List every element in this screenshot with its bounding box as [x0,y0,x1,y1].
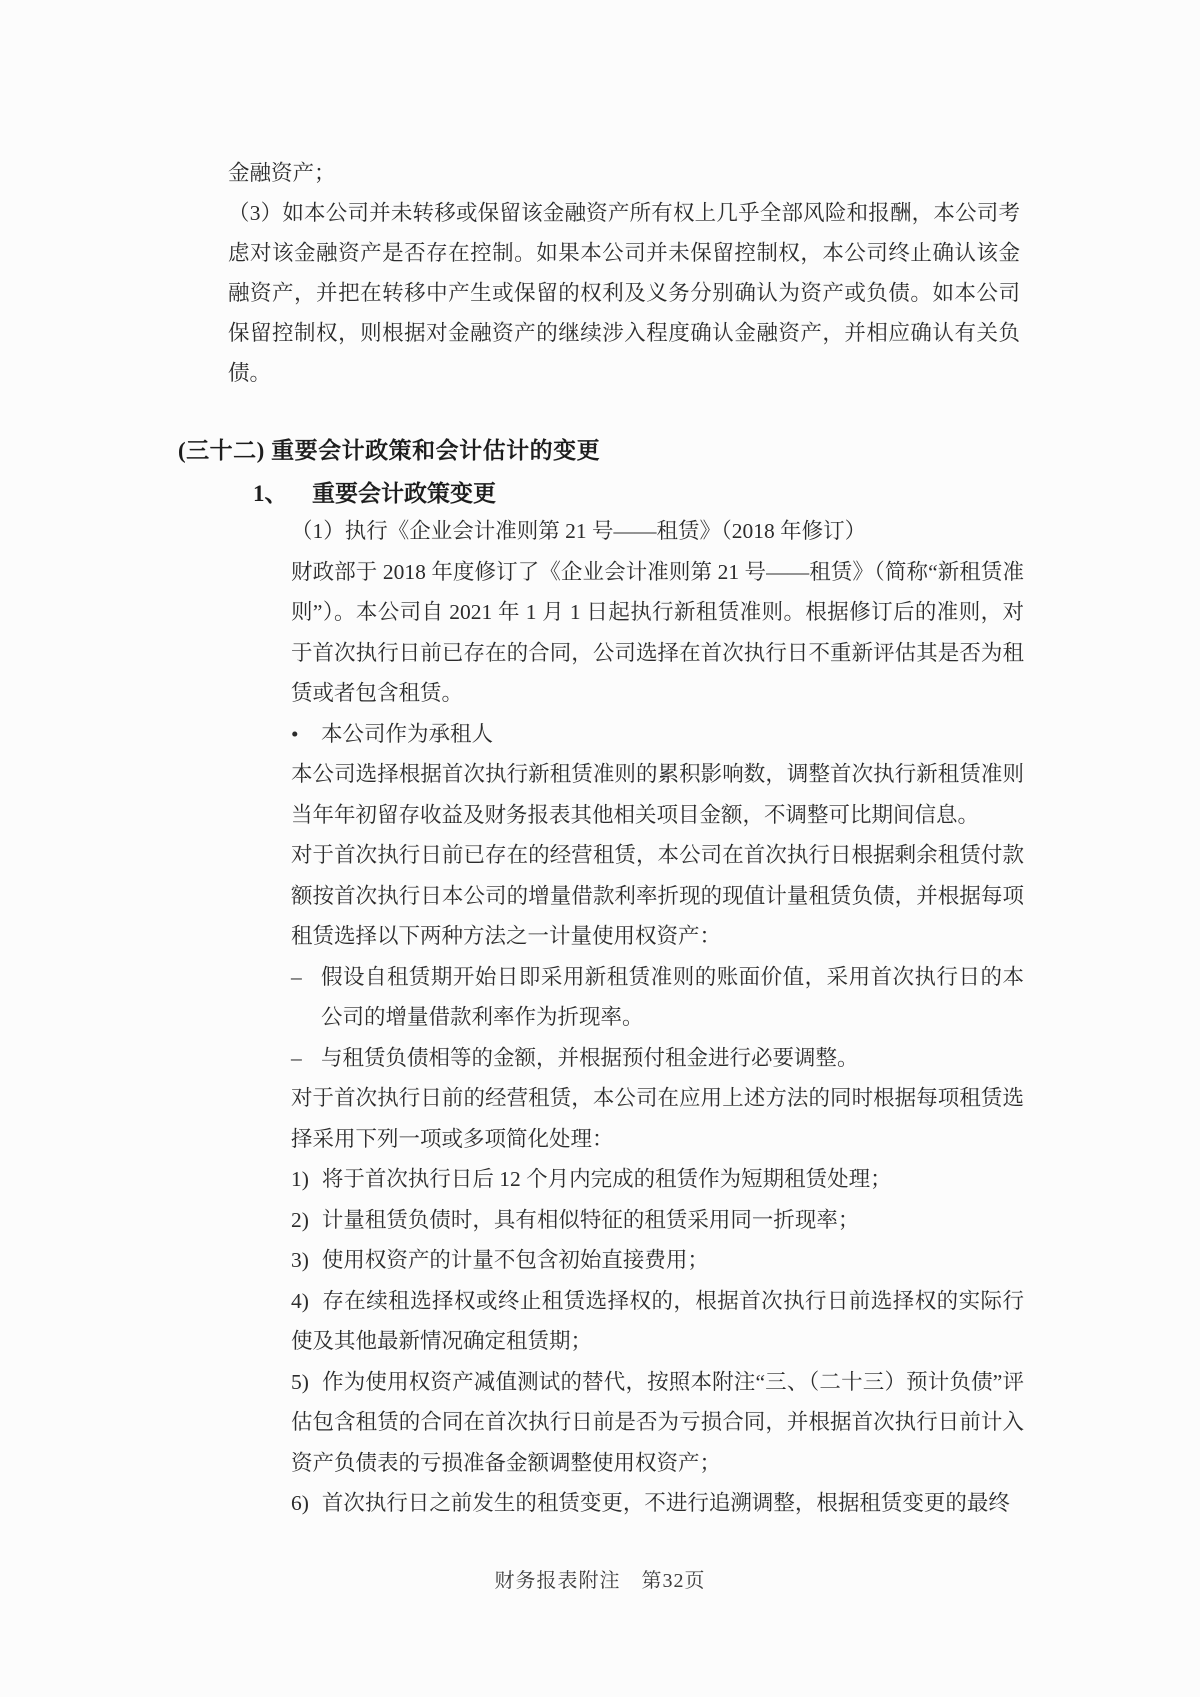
item-number: 3) [291,1248,309,1272]
item-number: 2) [291,1207,309,1232]
section-heading: (三十二) 重要会计政策和会计估计的变更 [178,438,601,463]
continued-paragraphs [228,153,1020,393]
numbered-item-2 [291,1200,1024,1241]
item-1-title: （1）执行《企业会计准则第 21 号——租赁》（2018 年修订） [291,519,867,543]
bullet-text: 本公司作为承租人 [321,721,494,746]
subsection-content [291,511,1024,1524]
paragraph-derecognition: （3）如本公司并未转移或保留该金融资产所有权上几乎全部风险和报酬，本公司考虑对该金融资产是否存在控制。如果本公司并未保留控制权，本公司终止确认该金融资产，并把在转移中产生或保留的权利及义务分别确认为资产或负债。如本公司保留控制权，则根据对金融资产的继续涉入程度确认金融资产，并相应确认有关负债。 [228,201,1020,385]
item-number: 6) [291,1491,309,1515]
paragraph-financial-assets: 金融资产； [228,161,336,185]
paragraph-lessee-2: 对于首次执行日前已存在的经营租赁，本公司在首次执行日根据剩余租赁付款额按首次执行日本公司的增量借款利率折现的现值计量租赁负债，并根据每项租赁选择以下两种方法之一计量使用权资产： [291,843,1024,948]
numbered-item-text: 将于首次执行日后 12 个月内完成的租赁作为短期租赁处理； [321,1167,892,1191]
bullet-item-lessee [291,714,1024,755]
numbered-item-text: 使用权资产的计量不包含初始直接费用； [321,1248,709,1272]
dash-item-1 [291,957,1024,1038]
numbered-item-3 [291,1240,1024,1281]
dash-icon: – [291,964,302,989]
numbered-item-6 [291,1483,1024,1524]
numbered-item-4 [291,1281,1024,1362]
paragraph-standard-intro: 财政部于 2018 年度修订了《企业会计准则第 21 号——租赁》（简称“新租赁准则”）。本公司自 2021 年 1 月 1 日起执行新租赁准则。根据修订后的准则，对于首次执行日前已存在的合同，公司选择在首次执行日不重新评估其是否为租赁或者包含租赁。 [291,559,1024,705]
dash-item-text: 假设自租赁期开始日即采用新租赁准则的账面价值，采用首次执行日的本公司的增量借款利率作为折现率。 [321,964,1024,1029]
item-number: 1) [291,1167,309,1191]
numbered-item-text: 首次执行日之前发生的租赁变更，不进行追溯调整，根据租赁变更的最终 [321,1491,1010,1515]
bullet-icon: • [291,721,299,746]
dash-icon: – [291,1045,302,1070]
numbered-item-text: 存在续租选择权或终止租赁选择权的，根据首次执行日前选择权的实际行使及其他最新情况确定租赁期； [291,1288,1024,1353]
subsection-title: 重要会计政策变更 [312,481,496,506]
dash-item-2 [291,1038,1024,1079]
page-footer: 财务报表附注 第32页 [494,1570,706,1592]
subsection-number: 1、 [253,481,288,506]
subsection-heading [253,479,496,509]
dash-item-text: 与租赁负债相等的金额，并根据预付租金进行必要调整。 [321,1045,859,1070]
item-number: 5) [291,1369,309,1394]
paragraph-simplifications: 对于首次执行日前的经营租赁，本公司在应用上述方法的同时根据每项租赁选择采用下列一项或多项简化处理： [291,1086,1024,1151]
item-number: 4) [291,1288,309,1313]
numbered-item-1 [291,1159,1024,1200]
numbered-item-text: 作为使用权资产减值测试的替代，按照本附注“三、（二十三）预计负债”评估包含租赁的合同在首次执行日前是否为亏损合同，并根据首次执行日前计入资产负债表的亏损准备金额调整使用权资产； [291,1369,1024,1475]
paragraph-lessee-1: 本公司选择根据首次执行新租赁准则的累积影响数，调整首次执行新租赁准则当年年初留存收益及财务报表其他相关项目金额，不调整可比期间信息。 [291,762,1024,827]
numbered-item-5 [291,1362,1024,1484]
numbered-item-text: 计量租赁负债时，具有相似特征的租赁采用同一折现率； [321,1207,860,1232]
